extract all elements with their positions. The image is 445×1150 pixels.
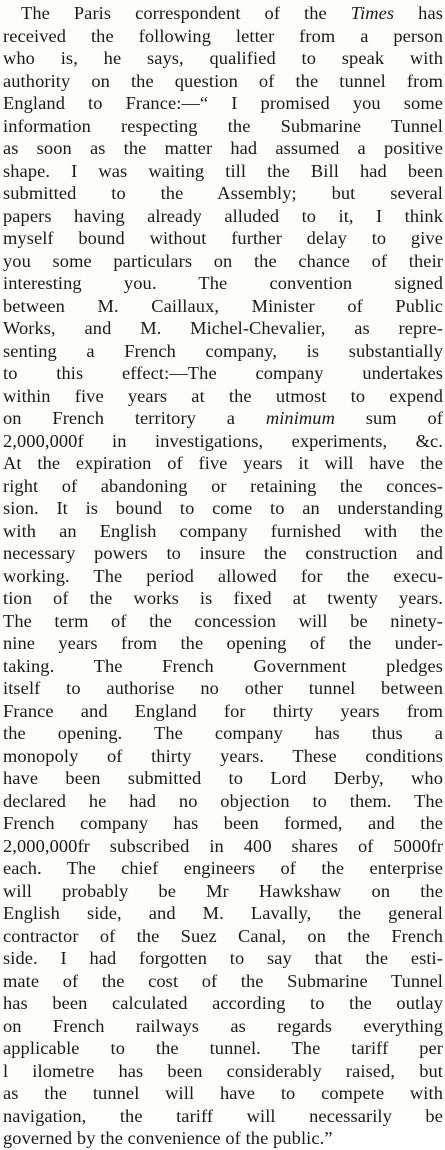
line-text: necessary powers to insure the construction and [3,543,443,563]
article-line [3,92,443,115]
article-line [3,430,443,453]
line-text: French company has been formed, and the [3,813,443,833]
article-line [3,880,443,903]
article-line [3,767,443,790]
line-text: l ilometre has been considerably raised, but [3,1060,443,1081]
article-line [3,317,443,340]
line-text: authority on the question of the tunnel from [3,70,443,91]
line-text: sion. It is bound to come to an understanding [3,498,443,518]
article-line [3,520,443,543]
article-line [3,227,443,250]
line-text: right of abandoning or retaining the conces- [3,475,443,496]
article-line [3,115,443,138]
article-line [3,1060,443,1083]
line-text: interesting you. The convention signed [3,273,443,293]
line-text: tion of the works is fixed at twenty years. [3,588,443,608]
article-line [3,497,443,520]
article-line [3,452,443,475]
article-line [3,610,443,633]
line-text: governed by the convenience of the public.” [3,1128,333,1148]
line-text: will probably be Mr Hawkshaw on the [3,880,443,901]
line-text: 2,000,000f in investigations, experiments, &c. [3,430,443,451]
line-text: information respecting the Submarine Tunnel [3,115,443,136]
article-line [3,812,443,835]
line-text: monopoly of thirty years. These conditions [3,745,443,766]
article-line [3,700,443,723]
line-text: the opening. The company has thus a [3,723,443,743]
article-line [3,1037,443,1060]
line-text: declared he had no objection to them. The [3,790,443,811]
line-text: to this effect:—The company undertakes [3,363,443,383]
article-line [3,632,443,655]
line-text: side. I had forgotten to say that the esti- [3,948,443,968]
line-text: within five years at the utmost to expend [3,385,443,406]
line-text: each. The chief engineers of the enterprise [3,858,443,878]
article-line [3,2,443,25]
line-text: English side, and M. Lavally, the general [3,903,443,923]
article-line [3,835,443,858]
line-text: who is, he says, qualified to speak with [3,48,443,68]
article-line [3,407,443,430]
article-line [3,565,443,588]
article-line [3,295,443,318]
article-line [3,1105,443,1128]
article-line [3,947,443,970]
article-line [3,722,443,745]
article-line [3,790,443,813]
article-line [3,385,443,408]
article-line [3,137,443,160]
article-line [3,587,443,610]
line-text: myself bound without further delay to give [3,228,443,248]
line-text: on French railways as regards everything [3,1015,443,1036]
line-text: nine years from the opening of the under- [3,633,443,653]
line-text: taking. The French Government pledges [3,655,443,676]
line-text: submitted to the Assembly; but several [3,183,443,203]
article-line [3,677,443,700]
article-line [3,1127,443,1150]
article-line [3,970,443,993]
line-text: with an English company furnished with the [3,520,443,541]
article-line [3,1015,443,1038]
line-text-continued: has [394,3,443,23]
line-text: applicable to the tunnel. The tariff per [3,1038,443,1058]
line-text: papers having already alluded to it, I think [3,205,443,226]
line-text: The term of the concession will be ninety- [3,610,443,631]
article-line [3,70,443,93]
article-line [3,340,443,363]
line-text: between M. Caillaux, Minister of Public [3,295,443,316]
article-line [3,47,443,70]
line-text: contractor of the Suez Canal, on the French [3,925,443,946]
article-line [3,182,443,205]
article-line [3,205,443,228]
article-line [3,1082,443,1105]
line-text: shape. I was waiting till the Bill had been [3,160,443,181]
line-text: 2,000,000fr subscribed in 400 shares of 5000fr [3,835,443,856]
article-line [3,362,443,385]
line-text: navigation, the tariff will necessarily be [3,1105,443,1126]
article-line [3,250,443,273]
article-line [3,475,443,498]
line-text: Works, and M. Michel-Chevalier, as repre- [3,318,443,338]
line-text: senting a French company, is substantially [3,340,443,361]
article-line [3,655,443,678]
article-line [3,925,443,948]
line-text: At the expiration of five years it will have the [3,453,443,473]
line-text: have been submitted to Lord Derby, who [3,768,443,788]
italic-text: Times [350,3,395,23]
article-line [3,160,443,183]
line-text: France and England for thirty years from [3,700,443,721]
article-line [3,992,443,1015]
line-text: you some particulars on the chance of their [3,250,443,271]
article-line [3,272,443,295]
line-text: as the tunnel will have to compete with [3,1083,443,1103]
article-line [3,857,443,880]
line-text: mate of the cost of the Submarine Tunnel [3,970,443,991]
italic-text: minimum [265,408,335,428]
line-text: itself to authorise no other tunnel between [3,678,443,698]
article-line [3,25,443,48]
line-text: on French territory a [3,408,266,428]
article-line [3,902,443,925]
line-text-continued: sum of [334,408,444,428]
line-text: as soon as the matter had assumed a positive [3,138,443,158]
line-text: working. The period allowed for the execu- [3,565,443,586]
article-line [3,542,443,565]
line-text: received the following letter from a person [3,25,443,46]
line-text: England to France:—“ I promised you some [3,93,443,113]
line-text: The Paris correspondent of the [21,3,351,23]
line-text: has been calculated according to the outlay [3,993,443,1013]
article-line [3,745,443,768]
article-column [3,2,443,1150]
